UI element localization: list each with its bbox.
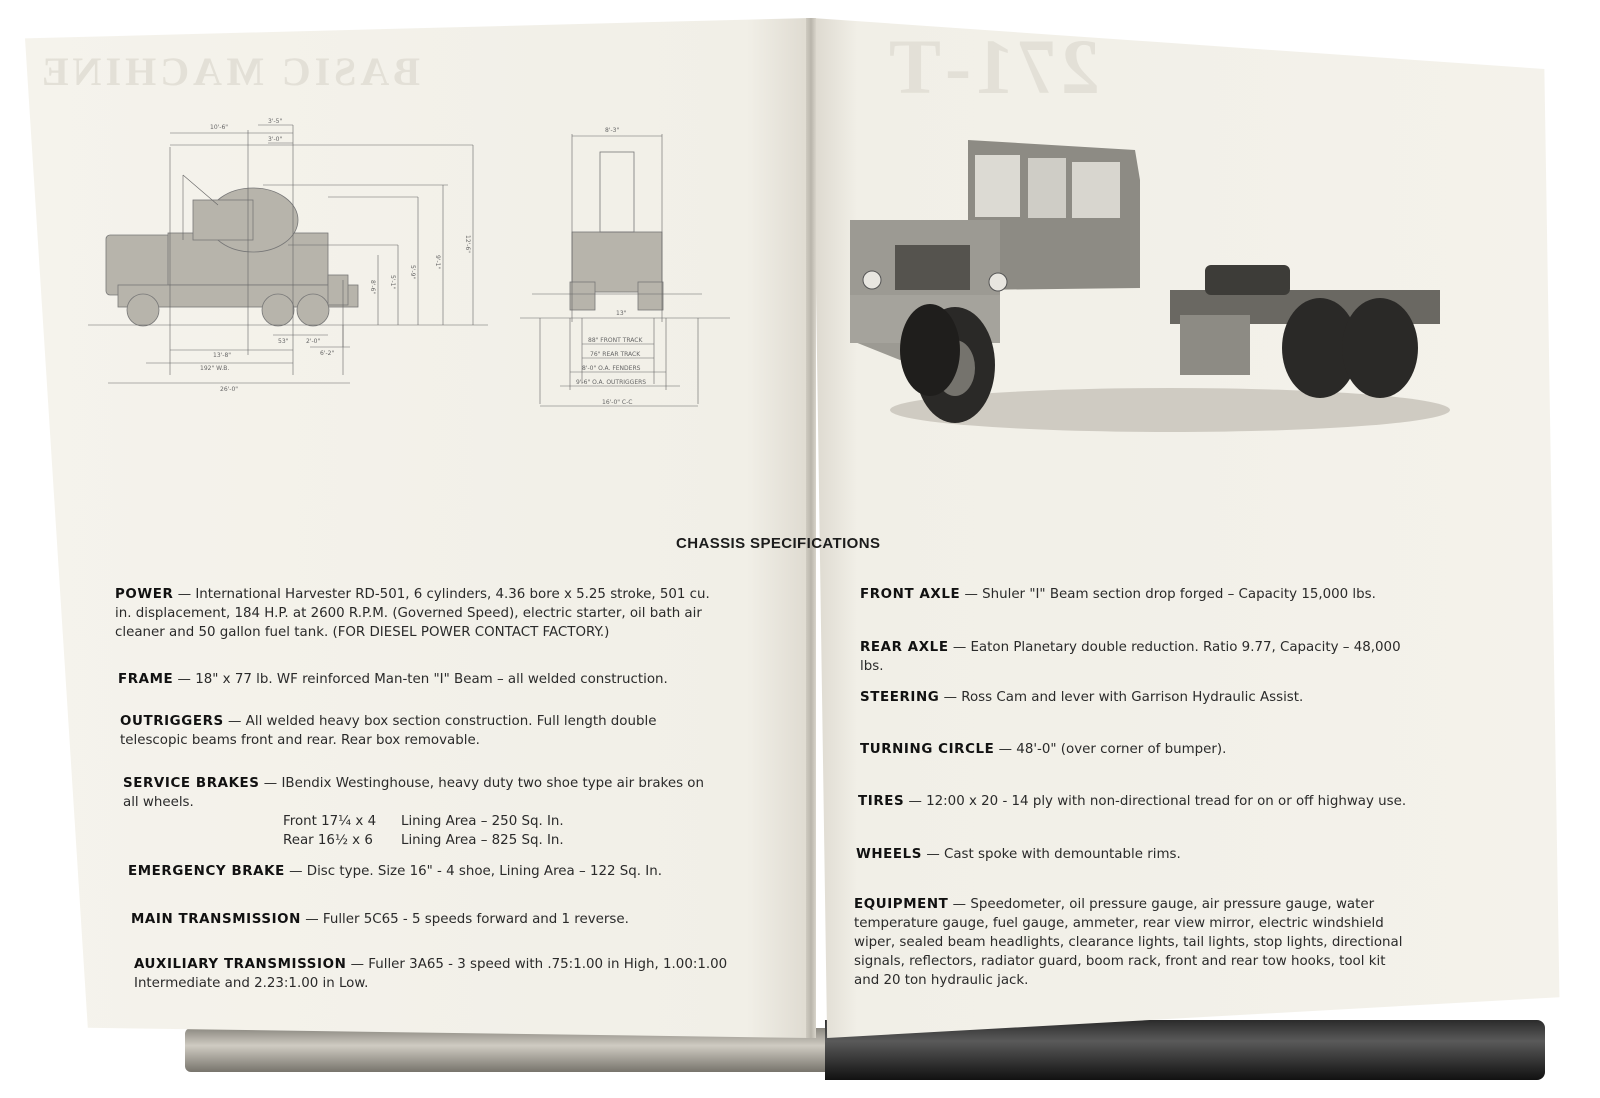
spec-wheels — [856, 845, 1406, 864]
radiator-grille — [895, 245, 970, 290]
spec-power-label: POWER — [115, 587, 174, 602]
spec-main-transmission — [131, 910, 731, 929]
dim-front-5: 8'-0" O.A. FENDERS — [582, 365, 641, 372]
dim-side-10: 192" W.B. — [200, 365, 230, 372]
dim-side-11: 26'-0" — [220, 386, 239, 393]
front-left-wheel — [570, 282, 595, 310]
spec-auxiliary-transmission — [134, 955, 734, 993]
dim-side-3: 3'-0" — [268, 136, 283, 143]
spec-power-text: — International Harvester RD-501, 6 cylinders, 4.36 bore x 5.25 stroke, 501 cu. in. displacement, 184 H.P. at 2600 R.P.M. (Governed Speed), electric starter, oil bath air cleaner and 50 gallon fuel tank. (FOR DIESEL POWER CONTACT FACTORY.) — [115, 587, 710, 640]
right-headlight — [989, 273, 1007, 291]
spec-outriggers — [120, 712, 720, 750]
cab-window-right — [1072, 162, 1120, 218]
cab-window-center — [1028, 158, 1066, 218]
left-headlight — [863, 271, 881, 289]
cab-window-left — [975, 155, 1020, 217]
spec-wheels-label: WHEELS — [856, 847, 923, 862]
dim-side-14: 2'-0" — [306, 338, 321, 345]
spec-front-axle-text: — Shuler "I" Beam section drop forged – Capacity 15,000 lbs. — [960, 587, 1376, 602]
dim-side-13: 53" — [278, 338, 289, 345]
spec-equipment-label: EQUIPMENT — [854, 897, 949, 912]
spec-emergency-brake-text: — Disc type. Size 16" - 4 shoe, Lining Area – 122 Sq. In. — [284, 864, 662, 879]
operator-box-shape — [193, 200, 253, 240]
spec-steering — [860, 688, 1410, 707]
front-right-wheel — [638, 282, 663, 310]
spec-equipment — [854, 895, 1404, 990]
dim-front-2: 13" — [616, 310, 627, 317]
show-through-text — [380, 22, 1100, 122]
spec-outriggers-label: OUTRIGGERS — [120, 714, 224, 729]
front-wheel — [127, 294, 159, 326]
spec-front-axle-label: FRONT AXLE — [860, 587, 961, 602]
brakes-rear-size: Rear 16½ x 6 — [283, 833, 373, 848]
truck-photo — [850, 120, 1460, 440]
spec-service-brakes — [123, 774, 723, 850]
rear-tire-2 — [1342, 298, 1418, 398]
side-view-drawing — [88, 115, 488, 415]
spec-emergency-brake — [128, 862, 728, 881]
front-tire-2 — [900, 304, 960, 396]
dim-side-2: 3'-5" — [268, 118, 283, 125]
spec-steering-label: STEERING — [860, 690, 940, 705]
dim-side-5: 9'-1" — [434, 255, 441, 270]
spec-turning-circle-label: TURNING CIRCLE — [860, 742, 995, 757]
brakes-front-size: Front 17¼ x 4 — [283, 814, 377, 829]
brakes-front-area: Lining Area – 250 Sq. In. — [401, 814, 564, 829]
show-through-line-2: BASIC MACHINE — [37, 49, 420, 94]
dim-side-12: 6'-2" — [320, 350, 335, 357]
spec-outriggers-text: — All welded heavy box section construction. Full length double telescopic beams front and rear. Rear box removable. — [120, 714, 657, 748]
spec-turning-circle — [860, 740, 1410, 759]
spec-turning-circle-text: — 48'-0" (over corner of bumper). — [994, 742, 1227, 757]
dim-front-6: 9'-6" O.A. OUTRIGGERS — [576, 379, 647, 386]
spec-power — [115, 585, 715, 642]
dim-front-7: 16'-0" C-C — [602, 399, 633, 406]
brakes-rear-row — [123, 831, 723, 850]
brochure-spine — [806, 18, 816, 1038]
dim-front-1: 8'-3" — [605, 127, 620, 134]
chassis-specifications-heading: CHASSIS SPECIFICATIONS — [676, 535, 881, 552]
spec-main-transmission-label: MAIN TRANSMISSION — [131, 912, 301, 927]
spec-tires — [858, 792, 1408, 811]
rear-wheel-2 — [297, 294, 329, 326]
operator-cage-shape — [600, 152, 634, 232]
dim-side-1: 10'-6" — [210, 124, 229, 131]
spec-service-brakes-text: — IBendix Westinghouse, heavy duty two shoe type air brakes on all wheels. — [123, 776, 704, 810]
spec-auxiliary-transmission-label: AUXILIARY TRANSMISSION — [134, 957, 347, 972]
dim-front-3: 88" FRONT TRACK — [588, 337, 643, 344]
spec-frame — [118, 670, 718, 689]
spec-rear-axle-text: — Eaton Planetary double reduction. Ratio 9.77, Capacity – 48,000 lbs. — [860, 640, 1401, 674]
outrigger-box — [1180, 315, 1250, 375]
spec-rear-axle-label: REAR AXLE — [860, 640, 949, 655]
spec-auxiliary-transmission-text: — Fuller 3A65 - 3 speed with .75:1.00 in High, 1.00:1.00 Intermediate and 2.23:1.00 in Low. — [134, 957, 728, 991]
spec-main-transmission-text: — Fuller 5C65 - 5 speeds forward and 1 reverse. — [300, 912, 629, 927]
dim-side-4: 12'-6" — [464, 235, 471, 254]
brakes-rear-area: Lining Area – 825 Sq. In. — [401, 833, 564, 848]
dim-front-4: 76" REAR TRACK — [590, 351, 641, 358]
dim-side-8: 8'-6" — [369, 280, 376, 295]
dim-side-7: 5'-9" — [409, 265, 416, 280]
spec-steering-text: — Ross Cam and lever with Garrison Hydraulic Assist. — [939, 690, 1304, 705]
spec-equipment-text: — Speedometer, oil pressure gauge, air pressure gauge, water temperature gauge, fuel gauge, ammeter, rear view mirror, electric windshield wiper, sealed beam headlights, clearance lights, tail lights, stop lights, directional signals, reflectors, radiator guard, boom rack, front and rear tow hooks, tool kit and 20 ton hydraulic jack. — [854, 897, 1403, 988]
front-view-drawing — [520, 122, 730, 414]
outrigger-box-shape — [328, 275, 348, 305]
dim-side-6: 5'-1" — [389, 275, 396, 290]
spec-service-brakes-label: SERVICE BRAKES — [123, 776, 260, 791]
spec-tires-text: — 12:00 x 20 - 14 ply with non-directional tread for on or off highway use. — [904, 794, 1407, 809]
show-through-line-1: 271-T — [885, 23, 1100, 110]
spec-front-axle — [860, 585, 1410, 604]
spec-rear-axle — [860, 638, 1410, 676]
spec-frame-text: — 18" x 77 lb. WF reinforced Man-ten "I" Beam – all welded construction. — [173, 672, 668, 687]
dim-side-9: 13'-8" — [213, 352, 232, 359]
spec-wheels-text: — Cast spoke with demountable rims. — [922, 847, 1181, 862]
turntable — [1205, 265, 1290, 295]
spec-tires-label: TIRES — [858, 794, 905, 809]
spec-frame-label: FRAME — [118, 672, 174, 687]
spec-emergency-brake-label: EMERGENCY BRAKE — [128, 864, 285, 879]
rear-wheel-1 — [262, 294, 294, 326]
brakes-front-row — [123, 812, 723, 831]
